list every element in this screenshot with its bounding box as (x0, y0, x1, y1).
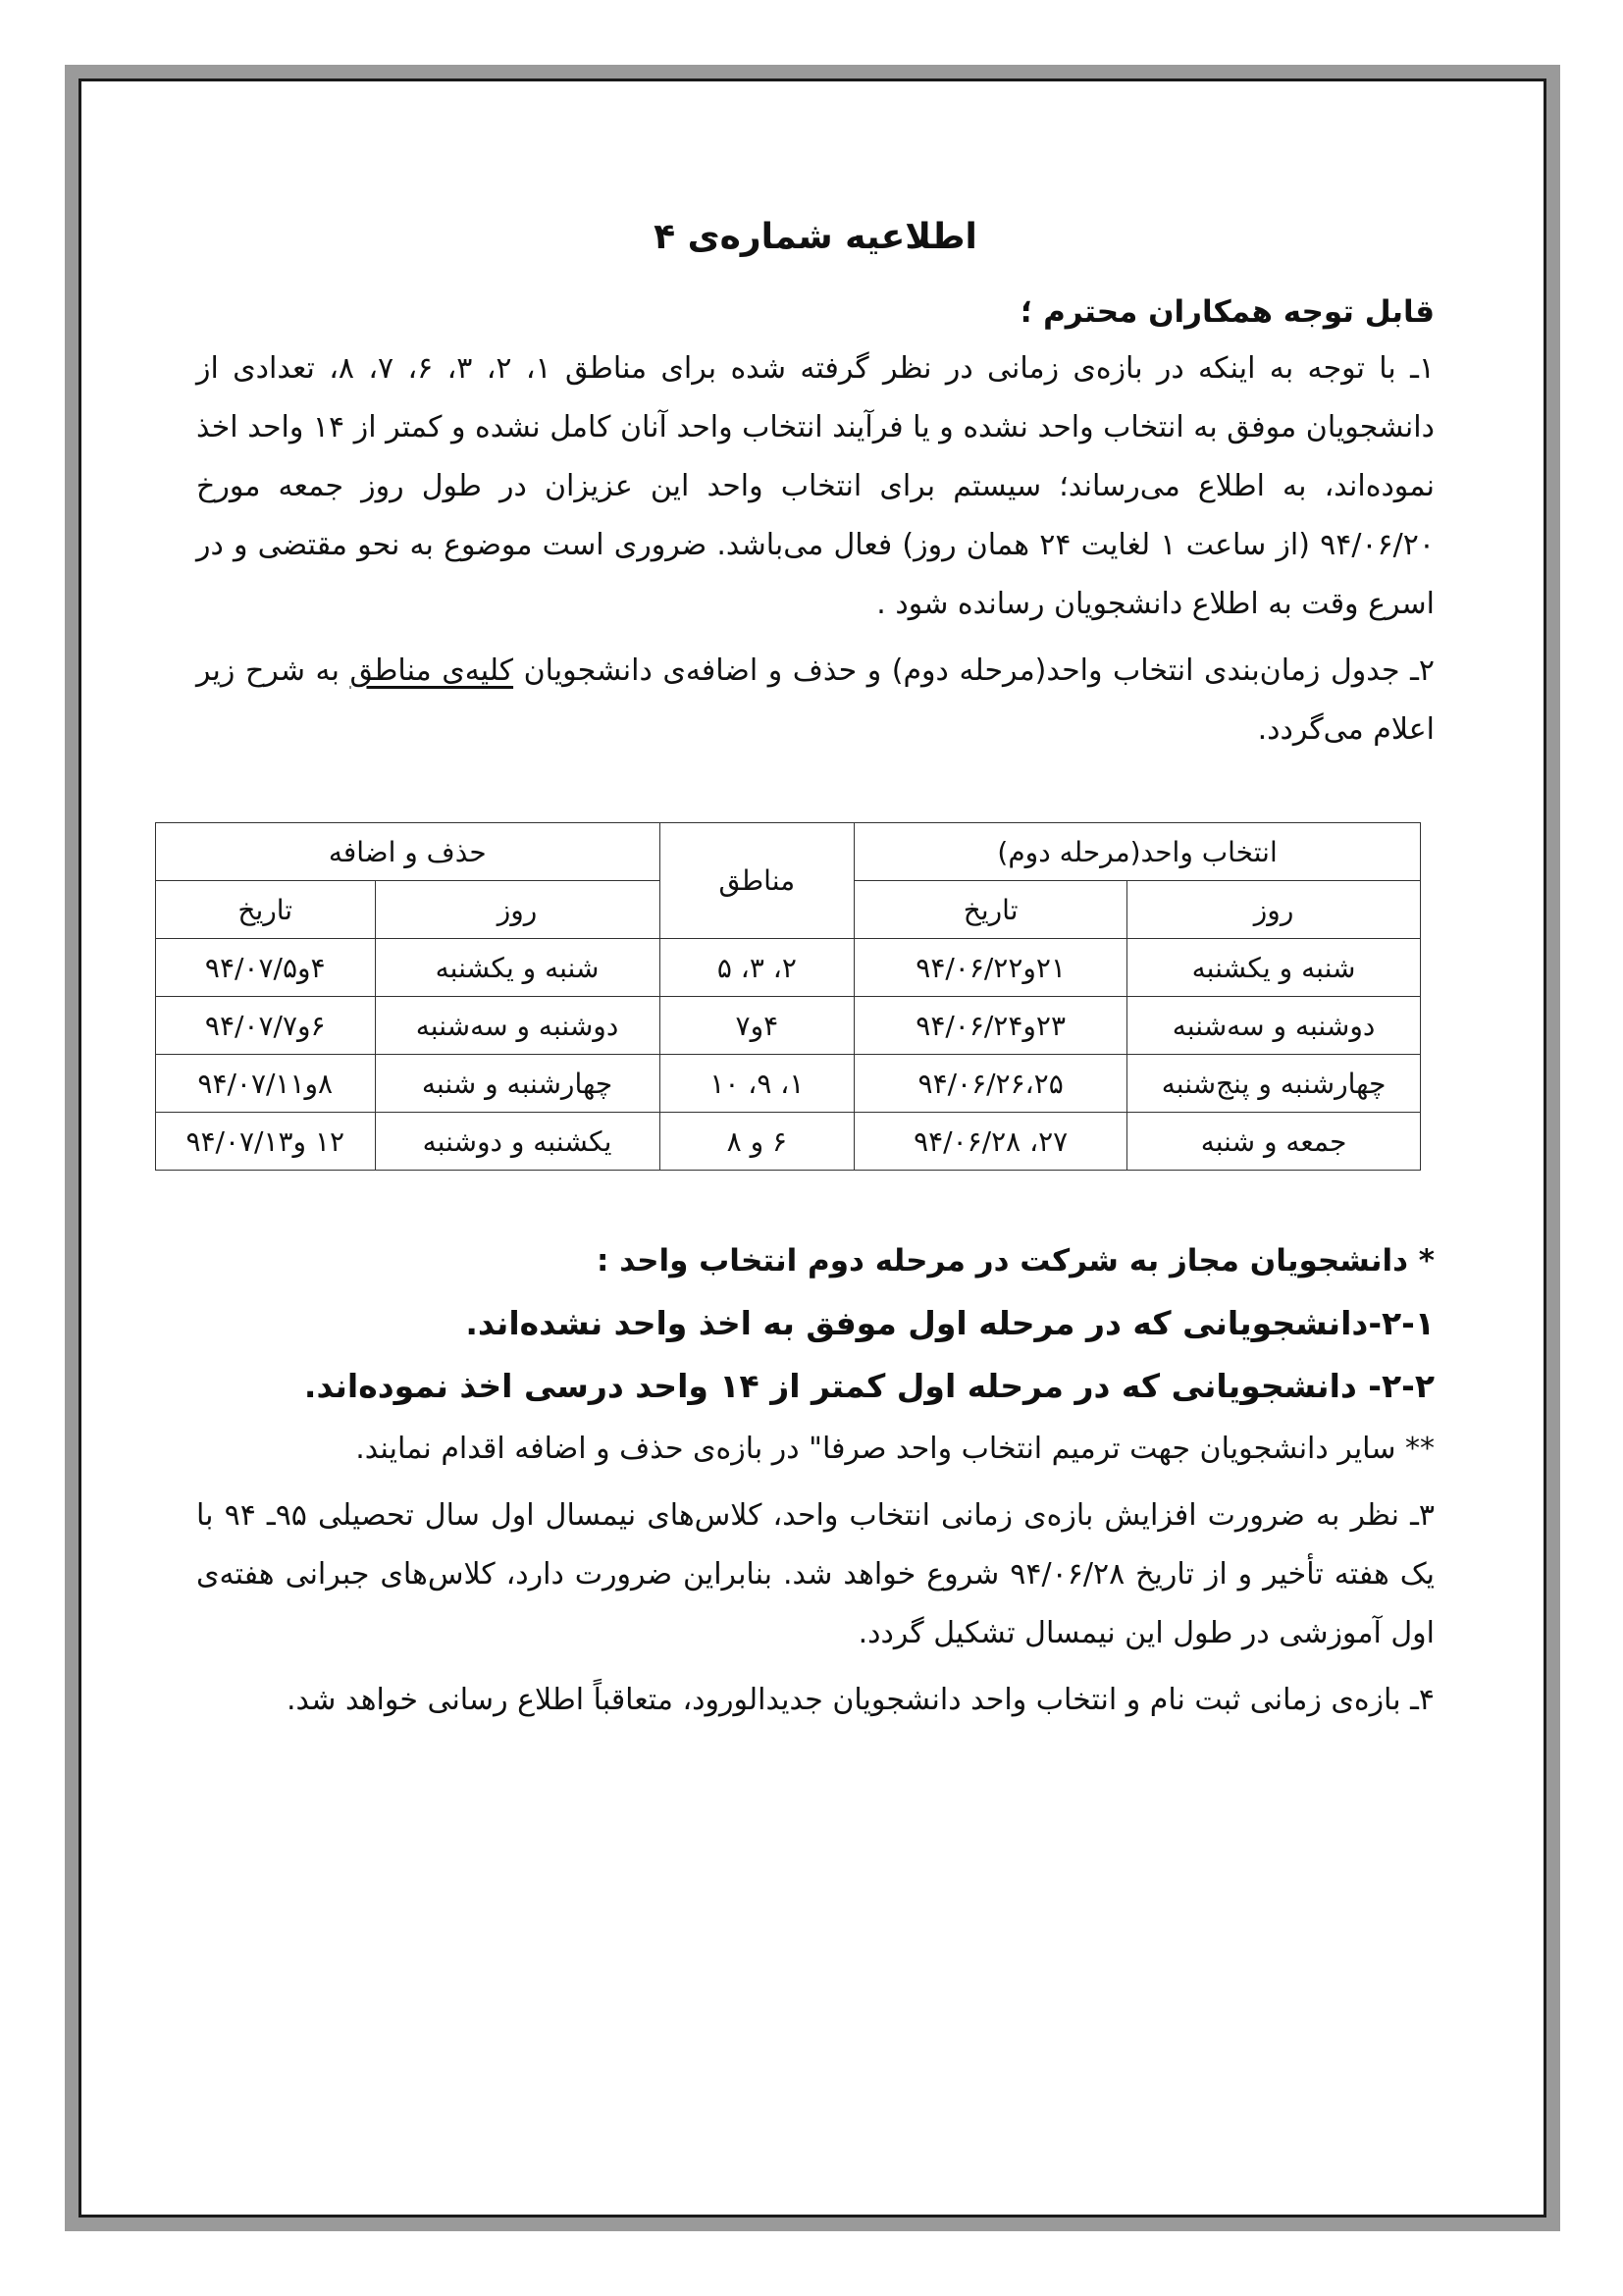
subheader-selection-date: تاریخ (855, 881, 1127, 939)
table-row (156, 997, 1421, 1055)
document-body (185, 196, 1436, 1738)
cell-adddrop-date: ۴و۹۴/۰۷/۵ (156, 939, 376, 997)
cell-adddrop-date: ۸و۹۴/۰۷/۱۱ (156, 1055, 376, 1113)
note-other-students: ** سایر دانشجویان جهت ترمیم انتخاب واحد صرفا" در بازه‌ی حذف و اضافه اقدام نمایند. (355, 1432, 1435, 1466)
table-row (156, 939, 1421, 997)
allowed-students-item-1: ۲-۱-دانشجویانی که در مرحله اول موفق به اخذ واحد نشده‌اند. (465, 1304, 1435, 1342)
subheader-selection-day: روز (1127, 881, 1421, 939)
cell-regions: ۶ و ۸ (659, 1113, 855, 1171)
cell-selection-day: چهارشنبه و پنج‌شنبه (1127, 1055, 1421, 1113)
cell-adddrop-day: یکشنبه و دوشنبه (375, 1113, 659, 1171)
cell-adddrop-day: دوشنبه و سه‌شنبه (375, 997, 659, 1055)
cell-regions: ۱، ۹، ۱۰ (659, 1055, 855, 1113)
table-row (156, 1113, 1421, 1171)
cell-selection-day: دوشنبه و سه‌شنبه (1127, 997, 1421, 1055)
cell-selection-date: ۹۴/۰۶/۲۶،۲۵ (855, 1055, 1127, 1113)
allowed-students-heading: * دانشجویان مجاز به شرکت در مرحله دوم انتخاب واحد : (597, 1243, 1435, 1278)
paragraph-2-after: به شرح زیر اعلام می‌گردد. (196, 653, 1435, 747)
subheader-adddrop-date: تاریخ (156, 881, 376, 939)
cell-adddrop-day: شنبه و یکشنبه (375, 939, 659, 997)
cell-selection-date: ۲۷، ۹۴/۰۶/۲۸ (855, 1113, 1127, 1171)
header-unit-selection: انتخاب واحد(مرحله دوم) (855, 823, 1421, 881)
salutation: قابل توجه همکاران محترم ؛ (1020, 294, 1435, 330)
schedule-table (155, 822, 1421, 1171)
paragraph-3: ۳ـ نظر به ضرورت افزایش بازه‌ی زمانی انتخاب واحد، کلاس‌های نیمسال اول سال تحصیلی ۹۵ـ ۹۴ با یک هفته تأخیر و از تاریخ ۹۴/۰۶/۲۸ شروع خواهد شد. بنابراین ضرورت دارد، کلاس‌های جبرانی هفته‌ی اول آموزشی در طول این نیمسال تشکیل گردد. (196, 1498, 1435, 1650)
paragraph-2-before: ۲ـ جدول زمان‌بندی انتخاب واحد(مرحله دوم) و حذف و اضافه‌ی دانشجویان (513, 653, 1435, 688)
cell-adddrop-date: ۱۲ و۹۴/۰۷/۱۳ (156, 1113, 376, 1171)
cell-selection-date: ۲۱و۹۴/۰۶/۲۲ (855, 939, 1127, 997)
paragraph-2 (196, 642, 1435, 759)
cell-selection-day: جمعه و شنبه (1127, 1113, 1421, 1171)
cell-selection-day: شنبه و یکشنبه (1127, 939, 1421, 997)
cell-selection-date: ۲۳و۹۴/۰۶/۲۴ (855, 997, 1127, 1055)
cell-regions: ۴و۷ (659, 997, 855, 1055)
table-row (156, 1055, 1421, 1113)
cell-adddrop-date: ۶و۹۴/۰۷/۷ (156, 997, 376, 1055)
header-add-drop: حذف و اضافه (156, 823, 660, 881)
paragraph-2-underlined: کلیه‌ی مناطق (349, 653, 514, 688)
cell-adddrop-day: چهارشنبه و شنبه (375, 1055, 659, 1113)
page-title: اطلاعیه شماره‌ی ۴ (654, 217, 977, 257)
subheader-adddrop-day: روز (375, 881, 659, 939)
paragraph-4: ۴ـ بازه‌ی زمانی ثبت نام و انتخاب واحد دانشجویان جدیدالورود، متعاقباً اطلاع رسانی خواهد شد. (287, 1683, 1435, 1717)
cell-regions: ۲، ۳، ۵ (659, 939, 855, 997)
header-regions: مناطق (659, 823, 855, 939)
paragraph-1: ۱ـ با توجه به اینکه در بازه‌ی زمانی در نظر گرفته شده برای مناطق ۱، ۲، ۳، ۶، ۷، ۸، تعدادی از دانشجویان موفق به انتخاب واحد نشده و یا فرآیند انتخاب واحد آنان کامل نشده و کمتر از ۱۴ واحد اخذ نموده‌اند، به اطلاع می‌رساند؛ سیستم برای انتخاب واحد این عزیزان در طول روز جمعه مورخ ۹۴/۰۶/۲۰ (از ساعت ۱ لغایت ۲۴ همان روز) فعال می‌باشد. ضروری است موضوع به نحو مقتضی و در اسرع وقت به اطلاع دانشجویان رسانده شود . (196, 351, 1436, 621)
table-header-row (156, 823, 1421, 881)
allowed-students-item-2: ۲-۲- دانشجویانی که در مرحله اول کمتر از ۱۴ واحد درسی اخذ نموده‌اند. (303, 1367, 1435, 1405)
